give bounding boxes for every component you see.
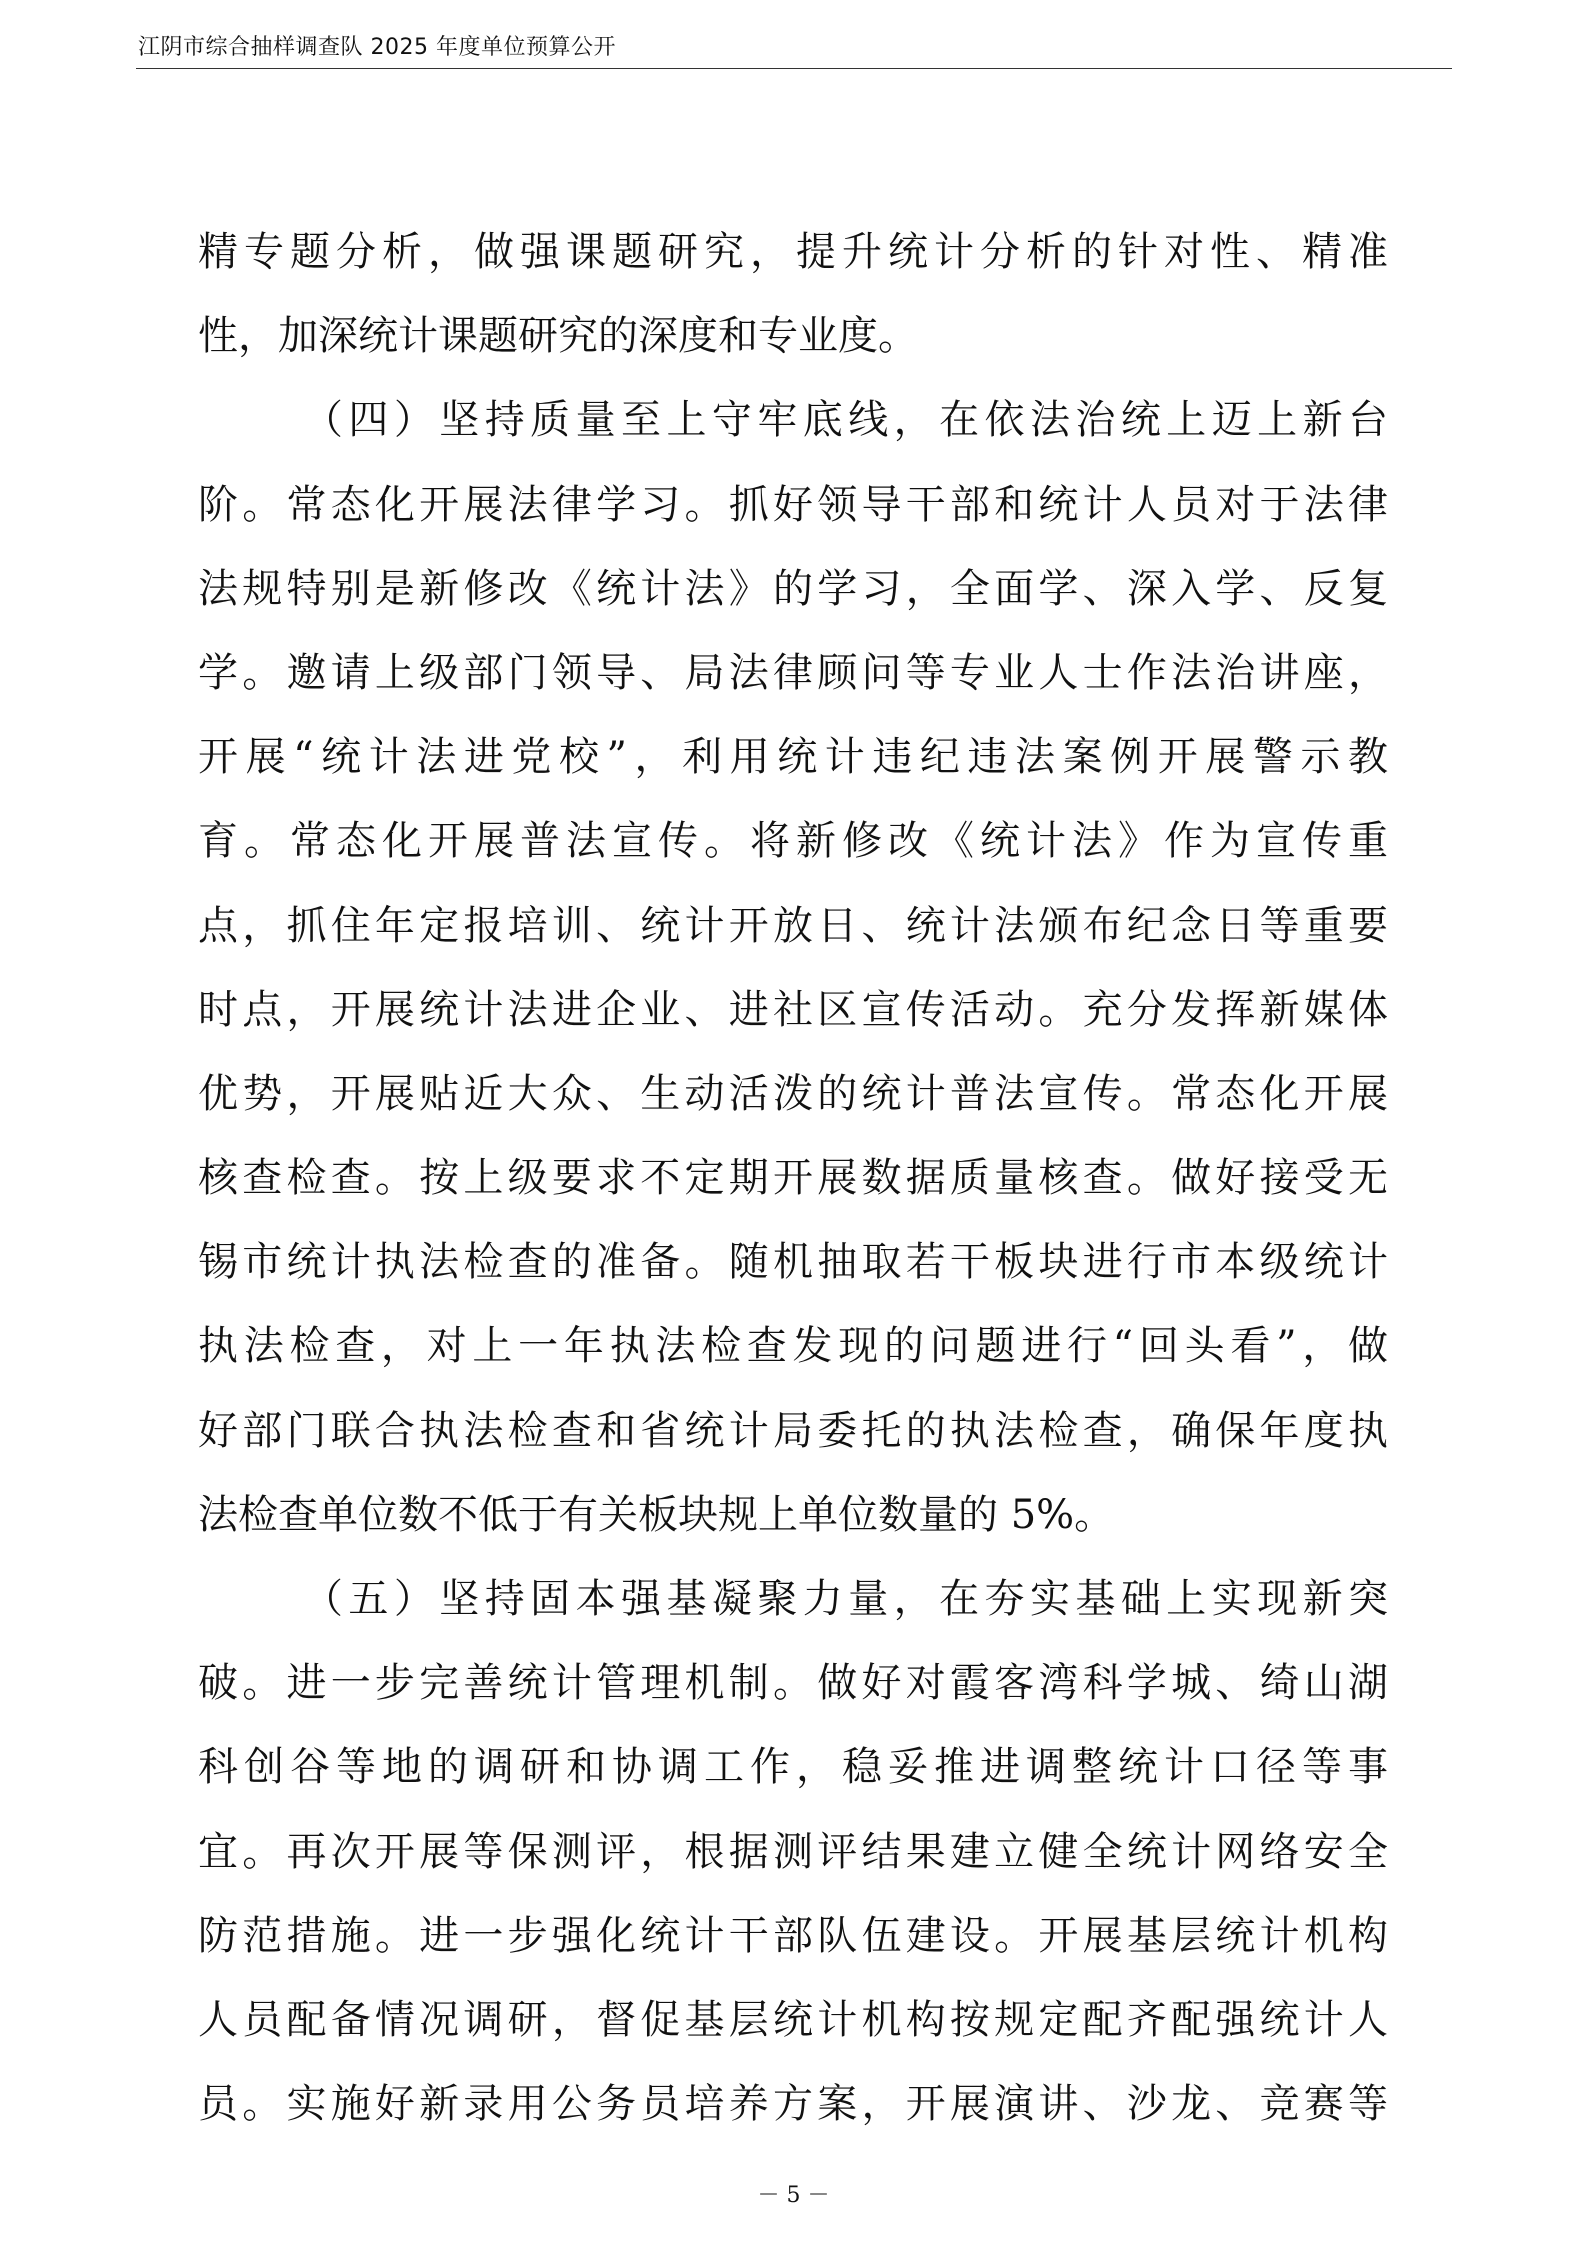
body-line: 时点，开展统计法进企业、进社区宣传活动。充分发挥新媒体: [198, 986, 1388, 1033]
body-text: [198, 210, 1388, 2146]
body-line: 执法检查，对上一年执法检查发现的问题进行“回头看”，做: [198, 1323, 1388, 1370]
body-line: 人员配备情况调研，督促基层统计机构按规定配齐配强统计人: [198, 1996, 1388, 2043]
paragraph-first-line: （四）坚持质量至上守牢底线，在依法治统上迈上新台: [303, 397, 1388, 444]
body-line: 法规特别是新修改《统计法》的学习，全面学、深入学、反复: [198, 565, 1388, 612]
body-line: 防范措施。进一步强化统计干部队伍建设。开展基层统计机构: [198, 1912, 1388, 1959]
paragraph-first-line: （五）坚持固本强基凝聚力量，在夯实基础上实现新突: [303, 1576, 1388, 1622]
body-line: 开展“统计法进党校”，利用统计违纪违法案例开展警示教: [198, 734, 1388, 781]
body-line: 点，抓住年定报培训、统计开放日、统计法颁布纪念日等重要: [198, 902, 1388, 949]
body-line: 科创谷等地的调研和协调工作，稳妥推进调整统计口径等事: [198, 1744, 1388, 1791]
header-divider: [136, 68, 1452, 69]
body-line: 锡市统计执法检查的准备。随机抽取若干板块进行市本级统计: [198, 1239, 1388, 1286]
body-line: 核查检查。按上级要求不定期开展数据质量核查。做好接受无: [198, 1155, 1388, 1202]
body-line: 精专题分析，做强课题研究，提升统计分析的针对性、精准: [198, 229, 1388, 275]
body-line: 阶。常态化开展法律学习。抓好领导干部和统计人员对于法律: [198, 481, 1388, 528]
body-line: 学。邀请上级部门领导、局法律顾问等专业人士作法治讲座，: [198, 649, 1388, 696]
running-header: 江阴市综合抽样调查队 2025 年度单位预算公开: [138, 35, 616, 60]
body-line: 法检查单位数不低于有关板块规上单位数量的 5%。: [198, 1491, 1115, 1538]
body-line: 育。常态化开展普法宣传。将新修改《统计法》作为宣传重: [198, 818, 1388, 865]
page-number: － 5 －: [757, 2183, 830, 2208]
body-line: 性，加深统计课题研究的深度和专业度。: [198, 313, 918, 360]
body-line: 宜。再次开展等保测评，根据测评结果建立健全统计网络安全: [198, 1828, 1388, 1875]
body-line: 优势，开展贴近大众、生动活泼的统计普法宣传。常态化开展: [198, 1070, 1388, 1117]
body-line: 好部门联合执法检查和省统计局委托的执法检查，确保年度执: [198, 1407, 1388, 1454]
body-line: 员。实施好新录用公务员培养方案，开展演讲、沙龙、竞赛等: [198, 2081, 1388, 2128]
body-line: 破。进一步完善统计管理机制。做好对霞客湾科学城、绮山湖: [198, 1660, 1388, 1707]
